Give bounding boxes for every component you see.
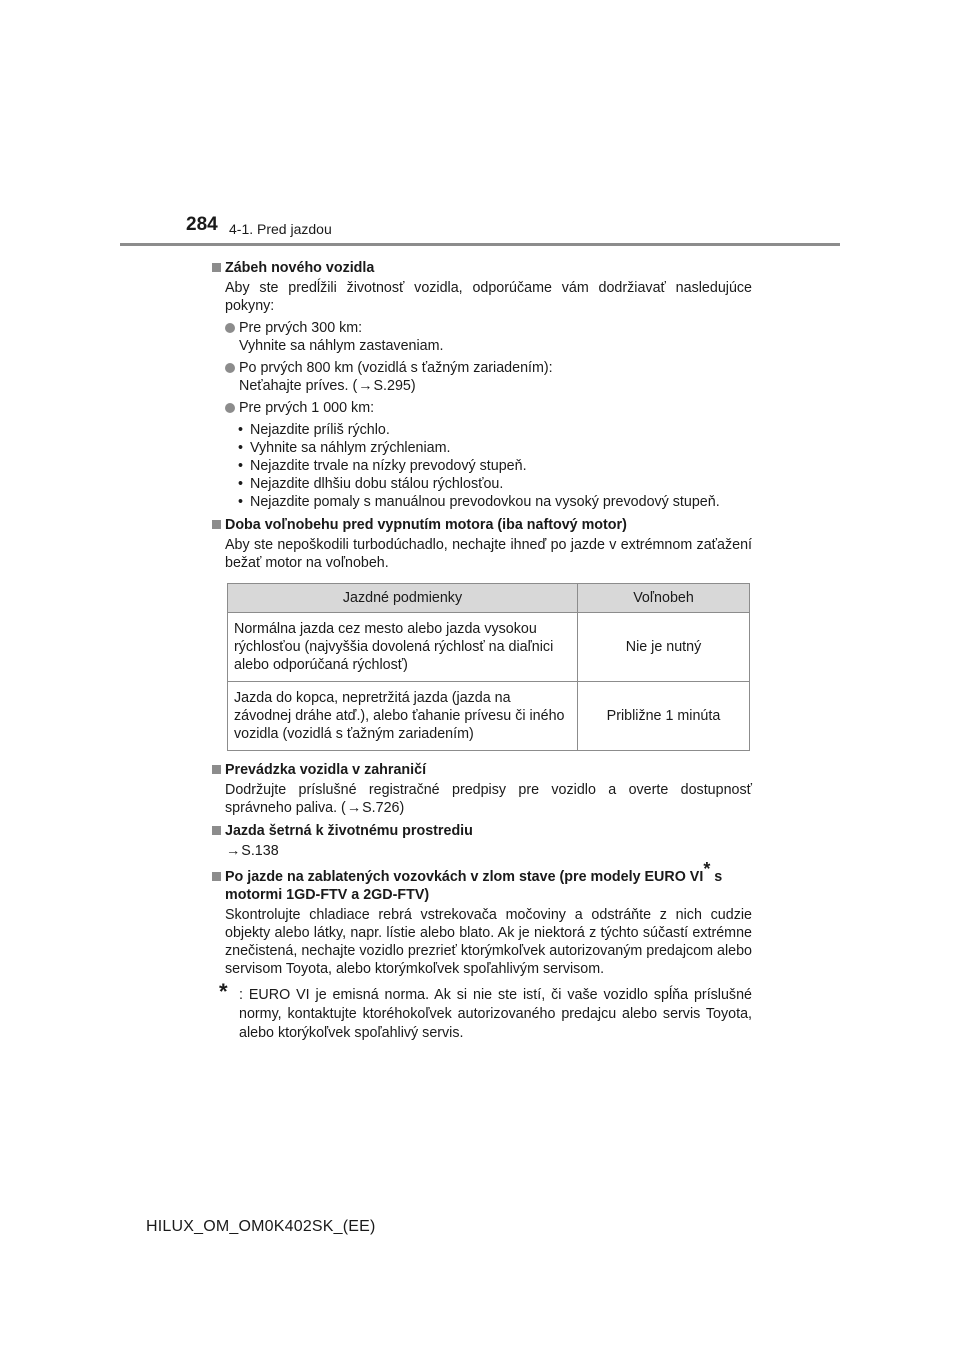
chapter-title: 4-1. Pred jazdou [229, 221, 332, 237]
bullet-text: Pre prvých 300 km: [239, 320, 363, 336]
idle-intro: Aby ste nepoškodili turbodúchadlo, nechajte ihneď po jazde v extrémnom zaťažení bežať motor na voľnobeh. [225, 537, 752, 571]
page-number: 284 [186, 214, 218, 235]
page-reference-link[interactable]: S.726) [362, 800, 405, 816]
section-title: Jazda šetrná k životnému prostrediu [225, 823, 473, 839]
section-title: Zábeh nového vozidla [225, 260, 375, 276]
table-row [228, 682, 750, 751]
idle-table [227, 583, 750, 751]
bullet-text: Vyhnite sa náhlym zastaveniam. [239, 338, 444, 354]
sub-list-item: • Nejazdite trvale na nízky prevodový stupeň. [238, 457, 752, 475]
page-reference-link[interactable]: S.138 [241, 843, 279, 859]
table-header: Jazdné podmienky [228, 584, 578, 613]
bullet-item [212, 399, 752, 417]
section-title: Po jazde na zablatených vozovkách v zlom stave (pre modely EURO VI [225, 869, 704, 885]
page-reference-link[interactable]: S.295) [373, 378, 416, 394]
section-heading-muddy [212, 859, 752, 904]
table-cell: Jazda do kopca, nepretržitá jazda (jazda na závodnej dráhe atď.), alebo ťahanie prívesu či iného vozidla (vozidlá s ťažným zariadením) [228, 682, 578, 751]
arrow-icon: → [226, 843, 241, 859]
footnote [212, 979, 752, 1043]
table-cell: Približne 1 minúta [578, 682, 750, 751]
table-cell: Normálna jazda cez mesto alebo jazda vysokou rýchlosťou (najvyššia dovolená rýchlosť na diaľnici alebo odporúčaná rýchlosť) [228, 613, 578, 682]
eco-reference [212, 842, 752, 860]
bullet-text: Pre prvých 1 000 km: [239, 400, 375, 416]
table-cell: Nie je nutný [578, 613, 750, 682]
section-heading-idle [212, 516, 752, 534]
abroad-text: Dodržujte príslušné registračné predpisy pre vozidlo a overte dostupnosť správneho paliva. (→S.726) [225, 782, 752, 816]
sub-list-item: • Nejazdite pomaly s manuálnou prevodovkou na vysoký prevodový stupeň. [238, 493, 752, 511]
footnote-star-icon: * [703, 859, 711, 880]
breakin-intro: Aby ste predĺžili životnosť vozidla, odporúčame vám dodržiavať nasledujúce pokyny: [225, 280, 752, 314]
square-bullet-icon [212, 826, 221, 835]
table-header: Voľnobeh [578, 584, 750, 613]
sub-list-item: • Vyhnite sa náhlym zrýchleniam. [238, 439, 752, 457]
muddy-text: Skontrolujte chladiace rebrá vstrekovača močoviny a odstráňte z nich cudzie objekty alebo látky, napr. lístie alebo blato. Ak je niektorá z týchto súčastí extrémne znečistená, nechajte vozidlo prezrieť ktorýmkoľvek autorizovaným predajcom alebo servisom Toyota, alebo ktorýmkoľvek spoľahlivým servisom. [225, 907, 752, 977]
document-id: HILUX_OM_OM0K402SK_(EE) [146, 1218, 376, 1235]
arrow-icon: → [358, 378, 373, 394]
section-heading-breakin [212, 259, 752, 277]
section-heading-abroad [212, 761, 752, 779]
square-bullet-icon [212, 520, 221, 529]
sub-list-item: • Nejazdite dlhšiu dobu stálou rýchlosťou. [238, 475, 752, 493]
circle-bullet-icon [225, 363, 235, 373]
square-bullet-icon [212, 765, 221, 774]
sub-list-item: • Nejazdite príliš rýchlo. [238, 421, 752, 439]
sub-list [212, 421, 752, 511]
bullet-item [212, 359, 752, 395]
circle-bullet-icon [225, 403, 235, 413]
bullet-item [212, 319, 752, 355]
table-row [228, 613, 750, 682]
circle-bullet-icon [225, 323, 235, 333]
section-title: s motormi 1GD-FTV a 2GD-FTV) [225, 869, 723, 903]
page-content [212, 254, 752, 1043]
header-rule [120, 243, 840, 246]
bullet-text: Neťahajte príves. (→S.295) [239, 378, 416, 394]
arrow-icon: → [346, 800, 362, 816]
square-bullet-icon [212, 263, 221, 272]
square-bullet-icon [212, 872, 221, 881]
footnote-star-icon: * [219, 979, 228, 1004]
footnote-text: : EURO VI je emisná norma. Ak si nie ste istí, či vaše vozidlo spĺňa príslušné normy, kontaktujte ktoréhokoľvek autorizovaného predajcu alebo servis Toyota, alebo ktorýkoľvek spoľahlivý servis. [239, 987, 752, 1041]
section-title: Prevádzka vozidla v zahraničí [225, 762, 427, 778]
table-header-row [228, 584, 750, 613]
section-title: Doba voľnobehu pred vypnutím motora (iba naftový motor) [225, 517, 627, 533]
section-heading-eco [212, 822, 752, 840]
bullet-text: Po prvých 800 km (vozidlá s ťažným zariadením): [239, 360, 553, 376]
